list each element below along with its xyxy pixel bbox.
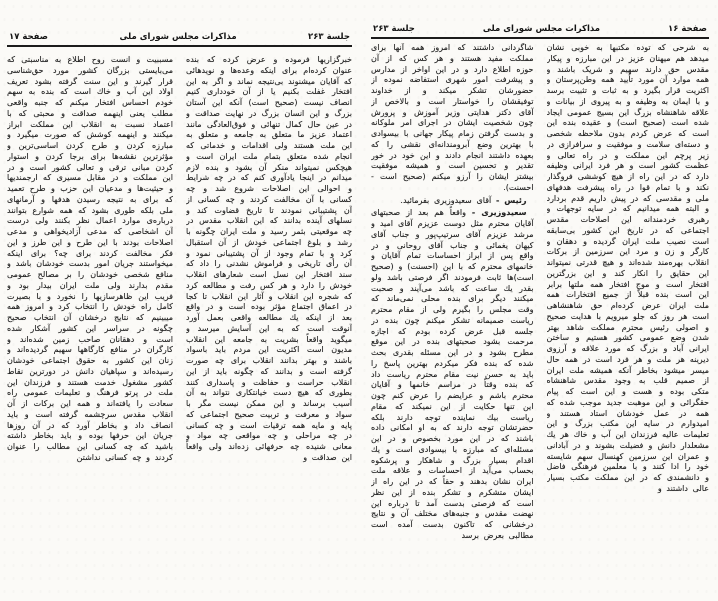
speech-text: خبرگزاریها فرموده و عرض کرده که بنده عنوان کرده‌ام برای اینکه وعده‌ها و نویدهائی که آقایان میشنوند بی‌نتیجه نماند و اگر به این افتخار غفلت بکنیم یا از آن خودداری کنیم انصاف نیست (صحیح است) آنکه این آستان بزرگ و این انسان بزرگ در نهایت صداقت و در عین حال کمال تنهائی و فوق‌العادگی مانند اعتماد عزیز ما متعلق به جامعه و متعلق به این ملت هستند ولی اقدامات و خدماتی که انجام شده متعلق بتمام ملت ایران است و هیچکس نمیتواند منکر آن بشود و بنده لازم میدانم در اینجا یادآوری کنم که در چه شرایط و احوالی این اصلاحات شروع شد و چه کسانی با آن مخالفت کردند و چه کسانی از آن پشتیبانی نمودند تا تاریخ قضاوت کند و نسلهای آینده بدانند که این انقلاب مقدس در چه موقعیتی بثمر رسید و ملت ایران چگونه با رشد و بلوغ اجتماعی خودش از آن استقبال کرد و با تمام وجود از آن پشتیبانی نمود و آن رأی تاریخی و فراموش نشدنی را داد که سند افتخار این نسل است شعارهای انقلاب خودش را دارد و هر کس رفت و مطالعه کرد که شجره این انقلاب و آثار این انقلاب تا کجا در اعماق اجتماع مؤثر بوده است و در واقع بعد از اینکه يك مطالعه واقعی بعمل آورد آنوقت است که به این آسایش میرسد و میگوید واقعاً بشریت به جامعه این انقلاب مدیون است اکثریت این مردم باید باسواد باشند و بهتر بدانند انقلاب برای چه صورت گرفته است و بدانند که چگونه باید از این انقلاب حراست و حفاظت و پاسداری کنند بطوری که هیچ دست خیانتکاری نتواند به آن آسیب برساند و این ممکن نیست مگر با سواد و معرفت و تربیت صحیح اجتماعی که پایه و مایه همه ترقیات است و چه کسانی در چه مراحلی و چه مواقعی چه مواد و معانی شنیده چه حرفهائی زده‌اند ولی واقعاً این صداقت و [186,55,352,462]
text-column-left [7,55,173,571]
speech-text: آقای سعیدوزیری بفرمائید. [400,195,496,205]
page-header [371,24,709,39]
paragraph [186,55,352,464]
speaker-name: سعیدوزیری - [471,208,527,218]
text-column-right [186,55,352,571]
session-label: جلسة ۲۶۳ [373,24,415,34]
page-left [0,0,358,601]
paragraph [371,43,534,194]
speech-text: شاگردانی داشتند که امروز همه آنها برای مملکت مفید هستند و هر کس که از آن حوزه اطلاع دارد و در این اواخر از مدارس و پیشرفت امور شهری استفاضه نموده از حضورشان تشکر میکند و از خداوند توفیقشان را خواستار است و بالاخص از آقای دکتر هدایتی وزیر آموزش و پرورش چون شخصیت ایشان در اجرای امر ملوکانه و بدست گرفتن زمام پیکار جهانی با بیسوادی با بهترین وضع آبرومندانه‌ای نقشی را که بعهده داشتند انجام دادند و این خود در خور تقدیر و تحسین است و همیشه موفقیت بیشتر ایشان را آرزو میکنم (صحیح است - احسنت). [371,43,534,192]
text-column-left [371,43,534,564]
page-right [358,0,718,601]
paragraph [7,55,173,464]
doc-title: مذاکرات مجلس شورای ملی [119,32,237,42]
page-header [7,32,352,47]
paragraph-saidvaziri [371,208,534,541]
text-column-right [547,43,710,564]
page-number: صفحة ۱۷ [9,32,48,42]
doc-title: مذاکرات مجلس شورای ملی [482,24,601,34]
speech-text: به شرحی که توده مکتبها به خوبی نشان میدهد هم میهنان عزیز در این مبارزه و پیکار مقدس حق دارند سهیم و شریک باشند و همه موارد آن مورد تأیید همه وطن‌پرستان و اکثریت قرار بگیرد و به ثبات و تثبیت برسد و با ایمان به وظیفه و به پیروی از بیانات و علاقه شاهنشاه بزرگ این بسیج عمومی ایجاد شده است (صحیح است) و عقیده بنده این است که عرض کردم بدون ملاحظه شخصی و دسته‌ای سلامت و موفقیت و سرافرازی در زیر پرچم این مملکت و در راه تعالی و عظمت کشور است و هر فرد ایرانی وظیفه دارد که در این راه از هیچ کوششی فروگذار نکند و با تمام قوا در راه پیشرفت هدفهای ملی و مقدسی که در پیش داریم قدم بردارد و البته همه میدانیم که در سایه توجهات و رهبری خردمندانه این اصلاحات مقدس اجتماعی که در تاریخ این کشور بی‌سابقه است نصیب ملت ایران گردیده و دهقان و کارگر و زن و مرد این سرزمین از برکات انقلاب بهره‌مند شده‌اند و هیچ قدرتی نمیتواند این حقایق را انکار کند و این بزرگترین افتخار است و موج افتخار همه ملتها برابر این است بنده قبلاً از جمیع افتخارات همه ملت ایران عرض کرده‌ام حق شاهنشاهی است هر روز که جلو میرویم با هدایت صحیح و اصولی رئیس محترم مملکت شاهد بهتر شدن وضع عمومی کشور هستیم و ساختن ایرانی آباد و بزرگ که مورد علاقه و آرزوی دیرینه هر ملت و هر فرد است در همه حال میسر میشود بخاطر آنکه همیشه ملت ایران از صمیم قلب به وجود مقدس شاهنشاه متکی بوده و هست و این است که پیام حقگرائی و این موهبت جدید موجب شده که همه در عمل خودشان استاد هستند و امیدوارم در سایه این مکتب بزرگ و این تعلیمات عالیه فرزندان این آب و خاك هر يك مشعلدار دانش و فضیلت بشوند و در آبادانی و عمران این سرزمین کهنسال سهم شایسته خود را ادا کنند و با معلمین فرهنگی فاضل و دانشمندی که در این مملکت مکتب بسیار عالی داشتند و [546,43,709,493]
text-columns [7,55,352,571]
page-number: صفحة ۱۶ [668,24,707,34]
speaker-name: رئیس - [496,195,527,205]
text-columns [371,43,709,564]
paragraph-chairman [371,196,534,207]
speech-text: واقعاً هم بعد از صحبتهای آقایان محترم مثل دوست عزیزم آقای امید و مرشد عزیزم آقای سرتیپ‌پور و جناب آقای کیهان یغمائی و جناب آقای روحانی و در واقع پس از ابراز احساسات تمام آقایان و خانمهای محترم که با این (احسنت) و (صحیح است)‌ها ثابت فرمودند اگر فرصتی باشد ولو بقدر يك ساعت که باشد می‌آیند و صحبت میکنند دیگر برای بنده محلی نمی‌ماند که وقت مجلس را بگیرم ولی از مقام محترم ریاست صمیمانه تشکر میکنم چون بنده در جلسه قبل عرض کرده بودم که اجازه مرحمت بشود صحبتهای بنده در این موقع مطرح بشود و در این مسئله بقدری بحث شده که بنده فکر میکردم بهترین پاسخ را باید به حسن نیت مقام محترم ریاست داد که بنده وقتاً در مراسم خانمها و آقایان محترم باشم و عرایضم را عرض کنم چون این تنها حکایت از این نمیکند که مقام ریاست بيك نماینده توجه دارند بلکه حضرتشان توجه دارند که به او امکانی داده باشند که در این مورد بخصوص و در این مسئله‌ای که مبارزه با بیسوادی است و يك اقدام بسیار بزرگ و شاهکار و پرشکوه بحساب می‌آید از احساسات و علاقه ملت ایران نشان بدهند و حقاً که در این راه از ایشان متشکرم و تشکر بنده از این نظر است که فرصتی بدست آمد تا درباره این نهضت مقدس و جنبه‌های مختلف آن و نتایج درخشانی که تاکنون بدست آمده است مطالبی بعرض برسد [371,208,534,540]
session-label: جلسة ۲۶۳ [308,32,350,42]
speech-text: مسببیت و انست روح اطلاع به مناسبتی که می‌بایستی بزرگان کشور مورد حق‌شناسی قرار گیرند و این سنت گرفته بشود تعریف اولاد این آب و خاك است که بنده به سهم خودم احساس افتخار میکنم که جنبه واقعی مطلب یعنی اینهمه صداقت و محبتی که با اعتماد نسبت به انقلاب این مملکت ابراز میکنند و اینهمه کوشش که صورت میگیرد و مبارزه کردن و طرح کردن اساسی‌ترین و مؤثرترین نقشه‌ها برای برجا کردن و استوار کردن مبانی ترقی و تعالی کشور است و در این مملکت و در مقابل مسیری که ارجمندیها و حیثیت‌ها و مدعیان این حزب و طرح تعمید که برای به نتیجه رسیدن هدفها و آرمانهای ملی بلکه طوری بشود که همه شوارع بتوانند درباره‌ی موارد اعمال نظر بکنند ولی درست آن اشخاصی که مدعی آزادیخواهی و مدعی اصلاحات بودند با این طرح و این طرز و این فکر مخالفت کردند برای چه؟ برای اینکه میخواستند جریان امور بدست خودشان باشد و منافع شخصی خودشان را بر مصالح عمومی مقدم بدارند ولی ملت ایران بیدار بود و فریب این ظاهرسازیها را نخورد و با بصیرت کامل راه خودش را انتخاب کرد و امروز همه میبینیم که نتایج درخشان آن انتخاب صحیح چگونه در سراسر این کشور آشکار شده است و دهقانان صاحب زمین شده‌اند و کارگران در منافع کارگاهها سهیم گردیده‌اند و زنان این کشور به حقوق اجتماعی خودشان رسیده‌اند و سپاهیان دانش در دورترین نقاط کشور مشغول خدمت هستند و فرزندان این ملت در پرتو فرهنگ و تعلیمات عمومی راه سعادت را یافته‌اند و همه این برکات از آن انقلاب مقدس سرچشمه گرفته است و باید انصاف داد و بخاطر آورد که در آن روزها جریان این حرفها بوده و باید بخاطر داشته باشید که چه کسانی این مطالب را عنوان کردند و چه کسانی نداشتن [7,55,173,462]
paragraph [547,43,710,495]
